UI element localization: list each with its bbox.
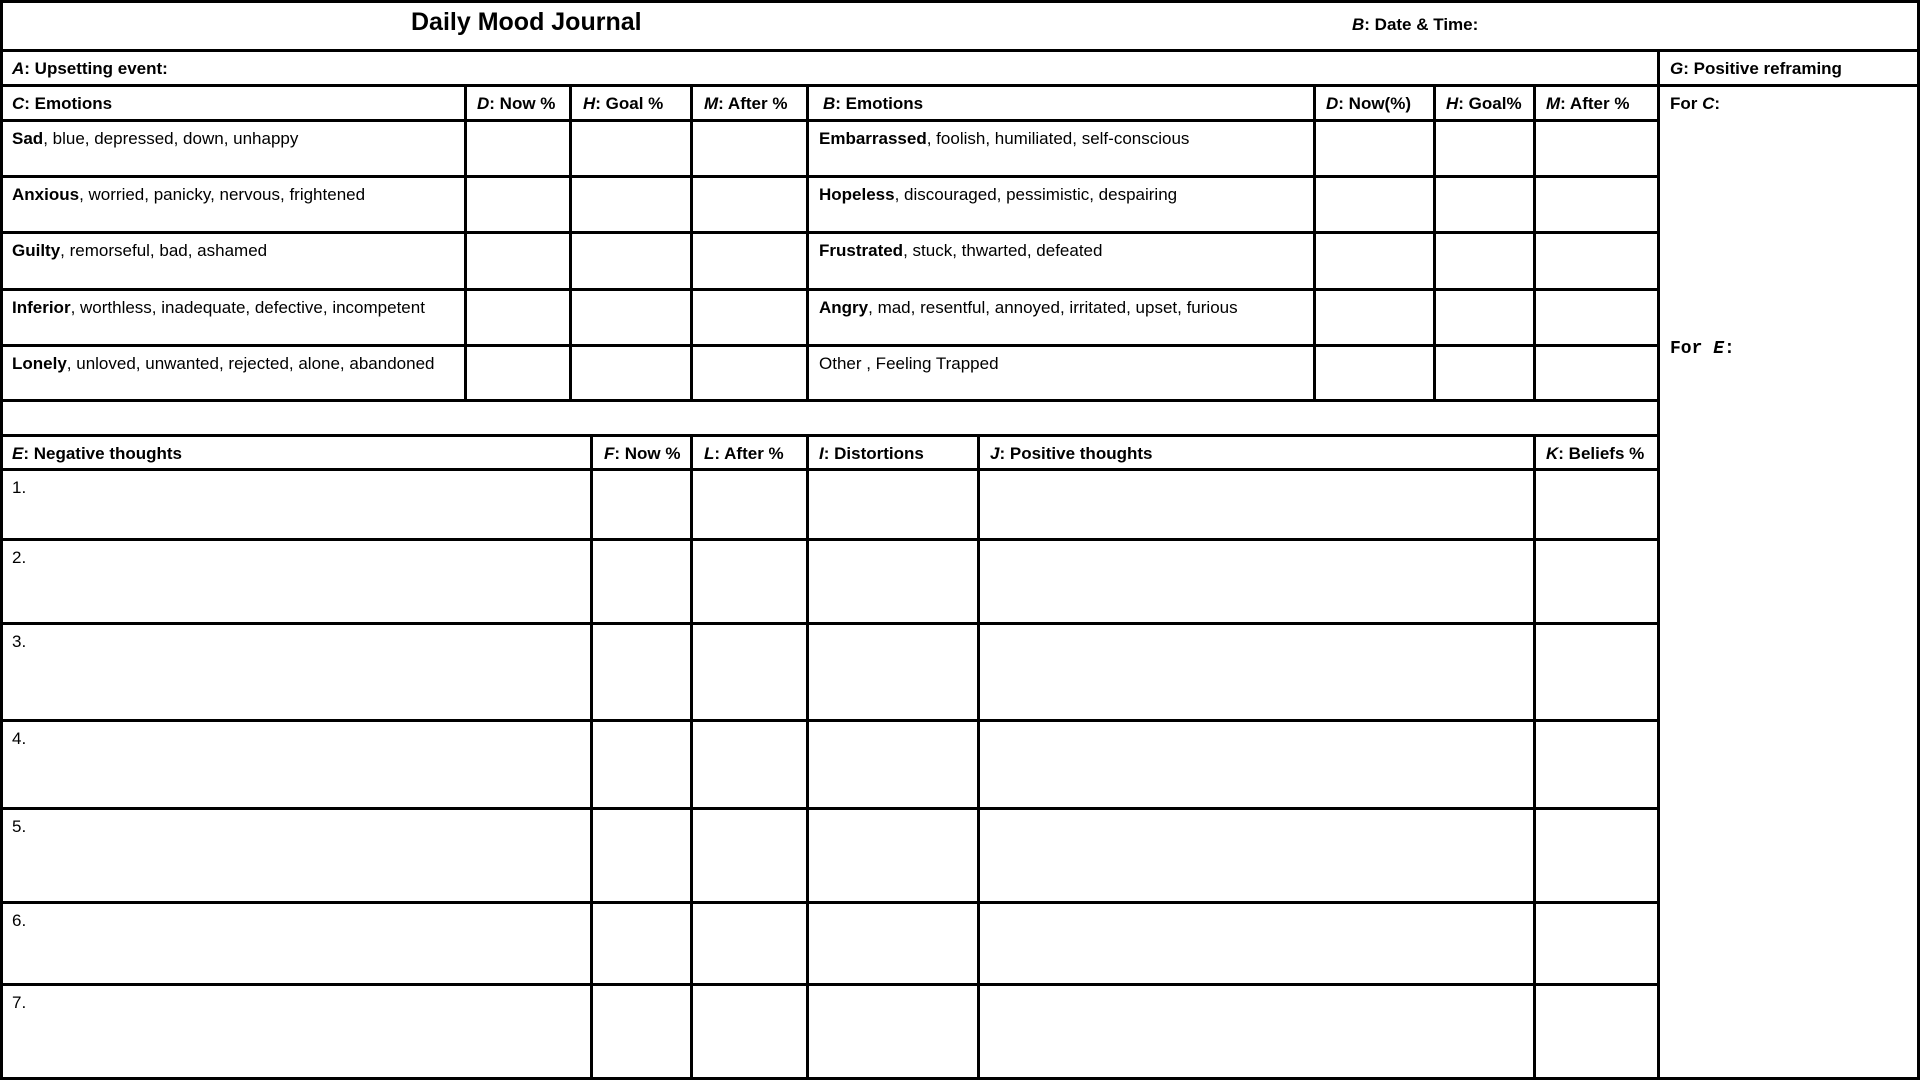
thought-row-number: 7. <box>12 993 27 1012</box>
after-percent-header-right: M: After % <box>1546 94 1630 113</box>
thought-row-number: 6. <box>12 911 27 930</box>
positive-thoughts-header: J: Positive thoughts <box>990 444 1153 463</box>
grid-line <box>806 434 809 1080</box>
thought-row-number: 2. <box>12 548 27 567</box>
positive-thought-input[interactable] <box>982 472 1532 536</box>
grid-line <box>0 719 1660 722</box>
grid-line <box>1533 434 1536 1080</box>
emotion-row-sad: Sad, blue, depressed, down, unhappy <box>12 129 299 148</box>
negative-thought-input[interactable] <box>40 472 588 536</box>
grid-line <box>464 84 467 402</box>
upsetting-event-label: A: Upsetting event: <box>12 59 168 78</box>
thought-now-percent-header: F: Now % <box>604 444 681 463</box>
thought-row-number: 3. <box>12 632 27 651</box>
grid-line <box>0 175 1660 178</box>
grid-line <box>0 84 1920 87</box>
emotion-row-guilty: Guilty, remorseful, bad, ashamed <box>12 241 268 260</box>
now-percent-header: D: Now % <box>477 94 556 113</box>
grid-line <box>690 434 693 1080</box>
emotion-row-angry: Angry, mad, resentful, annoyed, irritated, upset, furious <box>819 298 1238 317</box>
grid-line <box>1657 49 1660 1080</box>
goal-percent-header: H: Goal % <box>583 94 664 113</box>
emotions-left-header: C: Emotions <box>12 94 113 113</box>
grid-line <box>0 0 1920 3</box>
grid-line <box>806 84 809 402</box>
distortions-header: I: Distortions <box>819 444 924 463</box>
reframing-for-e-field[interactable] <box>1662 362 1916 1076</box>
after-percent-header: M: After % <box>704 94 788 113</box>
grid-line <box>0 231 1660 234</box>
beliefs-percent-header: K: Beliefs % <box>1546 444 1645 463</box>
emotion-row-hopeless: Hopeless, discouraged, pessimistic, despairing <box>819 185 1178 204</box>
grid-line <box>0 434 1660 437</box>
emotion-now-input[interactable] <box>468 123 568 174</box>
grid-line <box>590 434 593 1080</box>
grid-line <box>1533 84 1536 402</box>
emotion-row-inferior: Inferior, worthless, inadequate, defective, incompetent <box>12 298 425 317</box>
grid-line <box>1313 84 1316 402</box>
grid-line <box>0 901 1660 904</box>
grid-line <box>0 538 1660 541</box>
grid-line <box>0 49 1920 52</box>
emotion-row-lonely: Lonely, unloved, unwanted, rejected, alone, abandoned <box>12 354 435 373</box>
thought-row-number: 5. <box>12 817 27 836</box>
thought-after-percent-header: L: After % <box>704 444 784 463</box>
emotion-row-anxious: Anxious, worried, panicky, nervous, frightened <box>12 185 366 204</box>
grid-line <box>690 84 693 402</box>
emotion-row-other: Other , Feeling Trapped <box>819 354 999 373</box>
reframing-for-c-field[interactable] <box>1662 118 1916 328</box>
grid-line <box>977 434 980 1080</box>
grid-line <box>0 119 1660 122</box>
upsetting-event-field[interactable] <box>170 53 1655 84</box>
reframing-for-e-label: For E: <box>1670 339 1735 359</box>
grid-line <box>0 399 1660 402</box>
grid-line <box>569 84 572 402</box>
emotion-row-embarrassed: Embarrassed, foolish, humiliated, self-conscious <box>819 129 1190 148</box>
goal-percent-header-right: H: Goal% <box>1446 94 1522 113</box>
negative-thoughts-header: E: Negative thoughts <box>12 444 183 463</box>
date-time-field[interactable] <box>1480 4 1916 48</box>
reframing-for-c-label: For C: <box>1670 94 1721 113</box>
emotion-goal-input[interactable] <box>573 123 688 174</box>
date-time-label: B: Date & Time: <box>1352 15 1479 34</box>
emotions-right-header: B: Emotions <box>823 94 924 113</box>
now-percent-header-right: D: Now(%) <box>1326 94 1411 113</box>
grid-line <box>0 622 1660 625</box>
grid-line <box>0 468 1660 471</box>
grid-line <box>0 983 1660 986</box>
thought-row-number: 1. <box>12 478 27 497</box>
grid-line <box>0 288 1660 291</box>
emotion-row-frustrated: Frustrated, stuck, thwarted, defeated <box>819 241 1103 260</box>
page-title: Daily Mood Journal <box>411 8 642 36</box>
positive-reframing-header: G: Positive reframing <box>1670 59 1842 78</box>
grid-line <box>1433 84 1436 402</box>
grid-line <box>0 344 1660 347</box>
thought-row-number: 4. <box>12 729 27 748</box>
grid-line <box>0 807 1660 810</box>
emotion-after-input[interactable] <box>694 123 802 174</box>
